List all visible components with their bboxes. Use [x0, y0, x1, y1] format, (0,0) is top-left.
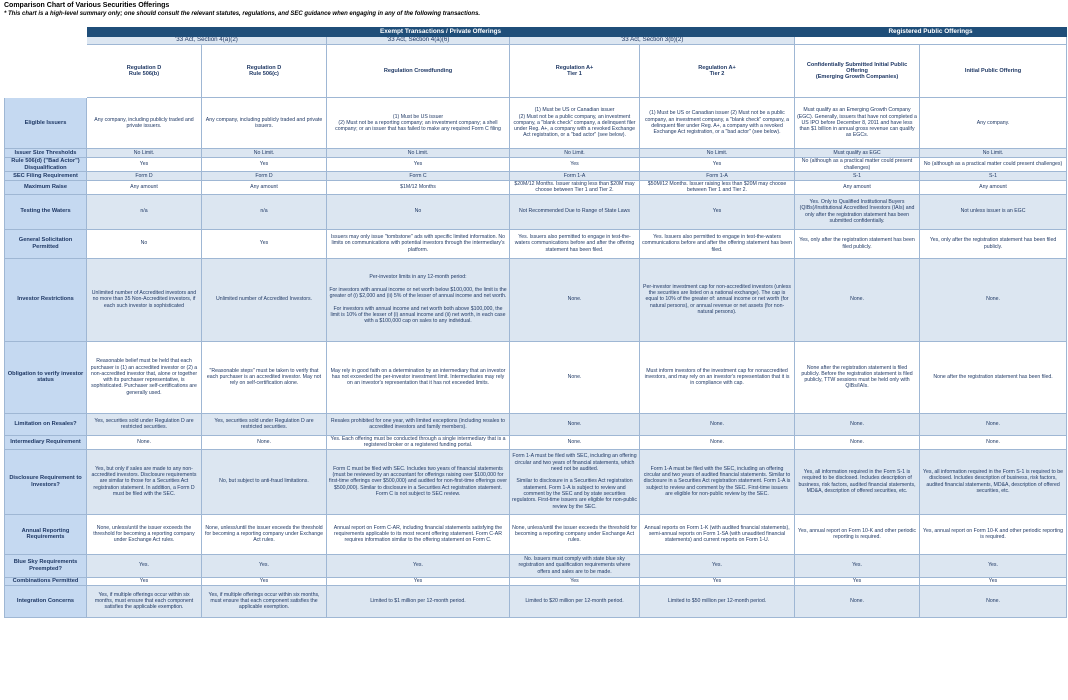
table-cell: Per-investor limits in any 12-month period: For investors with annual income or net worth below $100,000, the limit is the greater of (i) $2,000 and (ii) 5% of the lesser of annual income and net worth. For investors with annual income and net worth both above $100,000, the limit is 10% of the lesser of (i) annual income and (ii) net worth, in each case with a $100,000 cap on sales to any individual.: [327, 258, 510, 341]
table-cell: Yes, all information required in the Form S-1 is required to be disclosed. Includes description of business, risk factors, audited financial statements, MD&A, description of offered securities, etc.: [795, 449, 920, 514]
table-cell: Yes. Issuers also permitted to engage in test-the-waters communications before and after the offering statement has been filed.: [510, 229, 640, 258]
table-row: [5, 514, 1067, 554]
table-row: [5, 229, 1067, 258]
table-cell: None, unless/until the issuer exceeds the threshold for becoming a reporting company under Exchange Act rules.: [510, 514, 640, 554]
table-cell: No Limit.: [510, 149, 640, 158]
column-header-row: [5, 45, 1067, 98]
table-cell: Form 1-A must be filed with the SEC, including an offering circular and two years of audited financial statements. Similar to disclosure in a Securities Act registration statement. Form 1-A is subject to review and comment by the SEC. First-time issuers are eligible for non-public review by the SEC.: [640, 449, 795, 514]
table-cell: No Limit.: [920, 149, 1067, 158]
table-cell: None.: [510, 413, 640, 435]
table-cell: Reasonable belief must be held that each purchaser is (1) an accredited investor or (2) a non-accredited investor that, alone or together with its purchaser representative, is sophisticated. Purchaser self-certifications are generally used.: [87, 341, 202, 413]
table-cell: Limited to $50 million per 12-month period.: [640, 585, 795, 617]
row-label: Investor Restrictions: [5, 258, 87, 341]
table-cell: None.: [640, 435, 795, 449]
table-cell: Yes. Issuers also permitted to engage in test-the-waters communications before and after the offering statement has been filed.: [640, 229, 795, 258]
table-cell: Yes.: [202, 554, 327, 577]
table-cell: Yes: [640, 194, 795, 229]
table-cell: Must qualify as EGC: [795, 149, 920, 158]
table-row: [5, 149, 1067, 158]
table-cell: May rely in good faith on a determination by an intermediary that an investor has not exceeded the per-investor investment limit. Intermediaries may rely on an investor's representation that it has not exceeded limits.: [327, 341, 510, 413]
table-cell: (1) Must be US or Canadian issuer (2) Must not be a public company, an investment company, a "blank check" company, a delinquent filer under Reg. A+, a company with a revoked Exchange Act registration, or a "bad actor" (see below).: [640, 98, 795, 149]
table-cell: Any amount: [920, 181, 1067, 195]
table-cell: No Limit.: [327, 149, 510, 158]
table-row: [5, 449, 1067, 514]
table-cell: None.: [920, 413, 1067, 435]
table-cell: Yes: [510, 158, 640, 172]
table-cell: Yes: [202, 158, 327, 172]
table-cell: Yes.: [327, 554, 510, 577]
table-row: [5, 341, 1067, 413]
row-label: Disclosure Requirement to Investors?: [5, 449, 87, 514]
table-cell: Must qualify as an Emerging Growth Company (EGC). Generally, issuers that have not completed a US IPO before December 8, 2011 and have less than $1 billion in annual gross revenue can qualify as EGCs.: [795, 98, 920, 149]
table-cell: Yes.: [920, 554, 1067, 577]
table-cell: None.: [87, 435, 202, 449]
table-cell: Form D: [87, 172, 202, 181]
table-cell: Yes: [640, 577, 795, 585]
table-cell: None.: [795, 258, 920, 341]
table-cell: None.: [795, 585, 920, 617]
table-cell: Unlimited number of Accredited Investors.: [202, 258, 327, 341]
table-cell: Yes.: [795, 554, 920, 577]
table-cell: Any amount: [795, 181, 920, 195]
table-cell: n/a: [202, 194, 327, 229]
table-cell: Yes: [327, 158, 510, 172]
table-cell: None.: [510, 435, 640, 449]
table-row: [5, 577, 1067, 585]
table-cell: Any company, including publicly traded and private issuers.: [202, 98, 327, 149]
column-header: Regulation D Rule 506(c): [202, 45, 327, 98]
table-cell: Yes.: [87, 554, 202, 577]
table-cell: No Limit.: [640, 149, 795, 158]
table-cell: Any amount: [87, 181, 202, 195]
table-cell: None.: [202, 435, 327, 449]
table-cell: Not Recommended Due to Range of State Laws: [510, 194, 640, 229]
table-cell: Yes: [920, 577, 1067, 585]
table-cell: No Limit.: [87, 149, 202, 158]
section-3b2: '33 Act, Section 3(b)(2): [510, 37, 795, 45]
table-cell: S-1: [920, 172, 1067, 181]
table-cell: Not unless issuer is an EGC: [920, 194, 1067, 229]
row-label: Combinations Permitted: [5, 577, 87, 585]
table-cell: None.: [510, 341, 640, 413]
table-cell: Yes, only after the registration statement has been filed publicly.: [920, 229, 1067, 258]
disclaimer-note: * This chart is a high-level summary only; one should consult the relevant statutes, regulations, and SEC guidance when engaging in any of the following transactions.: [4, 11, 481, 17]
table-row: [5, 158, 1067, 172]
table-row: [5, 435, 1067, 449]
row-label: Limitation on Resales?: [5, 413, 87, 435]
column-header: Regulation D Rule 506(b): [87, 45, 202, 98]
table-cell: None after the registration statement has been filed.: [920, 341, 1067, 413]
column-header: Confidentially Submitted Initial Public Offering (Emerging Growth Companies): [795, 45, 920, 98]
table-row: [5, 181, 1067, 195]
table-cell: None.: [510, 258, 640, 341]
row-label: Testing the Waters: [5, 194, 87, 229]
table-cell: Yes: [795, 577, 920, 585]
table-cell: Form 1-A: [510, 172, 640, 181]
table-cell: Yes: [510, 577, 640, 585]
table-cell: Unlimited number of Accredited investors and no more than 35 Non-Accredited investors, if each such investor is sophisticated: [87, 258, 202, 341]
table-cell: Limited to $1 million per 12-month period.: [327, 585, 510, 617]
table-cell: None, unless/until the issuer exceeds the threshold for becoming a reporting company under Exchange Act rules.: [87, 514, 202, 554]
table-cell: No, but subject to anti-fraud limitations.: [202, 449, 327, 514]
table-cell: None.: [795, 413, 920, 435]
table-cell: $1M/12 Months: [327, 181, 510, 195]
table-cell: None, unless/until the issuer exceeds the threshold for becoming a reporting company under Exchange Act rules.: [202, 514, 327, 554]
table-cell: Form C must be filed with SEC. Includes two years of financial statements (must be reviewed by an accountant for offerings raising over $100,000 for first-time offerings over $500,000) and audited for non-first-time offerings over $500,000). Similar to disclosure in a Securities Act registration statement. Form C is not subject to SEC review.: [327, 449, 510, 514]
table-cell: Yes, but only if sales are made to any non-accredited investors. Disclosure requirements are similar to those for a Securities Act registration statement. In addition, a Form D must be filed with the SEC.: [87, 449, 202, 514]
row-label: Maximum Raise: [5, 181, 87, 195]
table-row: [5, 585, 1067, 617]
page-title: Comparison Chart of Various Securities Offerings: [4, 2, 170, 9]
table-cell: No. Issuers must comply with state blue sky registration and qualification requirements where offers and sales are to be made.: [510, 554, 640, 577]
table-cell: Any amount: [202, 181, 327, 195]
table-cell: None after the registration statement is filed publicly. Before the registration statement is filed publicly, TTW sessions must be held only with QIBs/IAIs.: [795, 341, 920, 413]
table-cell: Form C: [327, 172, 510, 181]
column-header: Regulation Crowdfunding: [327, 45, 510, 98]
table-cell: Yes: [327, 577, 510, 585]
table-cell: Any company.: [920, 98, 1067, 149]
table-cell: Yes, securities sold under Regulation D are restricted securities.: [202, 413, 327, 435]
table-cell: Yes, if multiple offerings occur within six months, must ensure that each component satisfies the applicable exemption.: [87, 585, 202, 617]
table-cell: No (although as a practical matter could present challenges): [795, 158, 920, 172]
table-cell: Form 1-A must be filed with SEC, including an offering circular and two years of financial statements, which need not be audited. Similar to disclosure in a Securities Act registration statement. Form 1-A is subject to review and comment by the SEC and by state securities regulators. First-time issuers are eligible for non-public review by the SEC.: [510, 449, 640, 514]
table-cell: Yes: [87, 577, 202, 585]
table-cell: None.: [640, 413, 795, 435]
table-cell: Yes, securities sold under Regulation D are restricted securities.: [87, 413, 202, 435]
table-cell: Yes, annual report on Form 10-K and other periodic reporting is required.: [920, 514, 1067, 554]
table-cell: $20M/12 Months. Issuer raising less than $20M may choose between Tier 1 and Tier 2.: [510, 181, 640, 195]
table-cell: Yes.: [640, 554, 795, 577]
row-label: Obligation to verify investor status: [5, 341, 87, 413]
row-label: Integration Concerns: [5, 585, 87, 617]
table-cell: No Limit.: [202, 149, 327, 158]
row-label: Intermediary Requirement: [5, 435, 87, 449]
table-cell: $50M/12 Months. Issuer raising less than $20M may choose between Tier 1 and Tier 2.: [640, 181, 795, 195]
table-cell: Annual reports on Form 1-K (with audited financial statements), semi-annual reports on Form 1-SA (with unaudited financial statements) and current reports on Form 1-U.: [640, 514, 795, 554]
table-cell: Resales prohibited for one year, with limited exceptions (including resales to accredited investors and family members).: [327, 413, 510, 435]
column-header: Regulation A+ Tier 2: [640, 45, 795, 98]
table-cell: Yes. Only to Qualified Institutional Buyers (QIBs)/Institutional Accredited Investors (IAIs) and only after the registration statement has been submitted confidentially.: [795, 194, 920, 229]
row-label: General Solicitation Permitted: [5, 229, 87, 258]
table-row: [5, 554, 1067, 577]
group-header-row: [5, 28, 1067, 37]
table-cell: None.: [920, 585, 1067, 617]
table-cell: (1) Must be US issuer (2) Must not be a reporting company; an investment company; a shell company; or an issuer that has failed to make any required Form C filing: [327, 98, 510, 149]
table-cell: Yes. Each offering must be conducted through a single intermediary that is a registered broker or a registered funding portal.: [327, 435, 510, 449]
section-4a6: '33 Act, Section 4(a)(6): [327, 37, 510, 45]
table-cell: Yes: [87, 158, 202, 172]
table-cell: "Reasonable steps" must be taken to verify that each purchaser is an accredited investor. May not rely on self-certification alone.: [202, 341, 327, 413]
table-cell: Yes, all information required in the Form S-1 is required to be disclosed. Includes description of business, risk factors, audited financial statements, MD&A, description of offered securities, etc.: [920, 449, 1067, 514]
table-cell: No: [327, 194, 510, 229]
table-cell: Form 1-A: [640, 172, 795, 181]
column-header: Initial Public Offering: [920, 45, 1067, 98]
table-cell: Yes, annual report on Form 10-K and other periodic reporting is required.: [795, 514, 920, 554]
row-label: SEC Filing Requirement: [5, 172, 87, 181]
row-label: Blue Sky Requirements Preempted?: [5, 554, 87, 577]
table-cell: Annual report on Form C-AR, including financial statements satisfying the requirements applicable to its most recent offering statement. Form C-AR requires information similar to the offering statement on Form C.: [327, 514, 510, 554]
table-cell: Yes, only after the registration statement has been filed publicly.: [795, 229, 920, 258]
table-cell: Yes: [640, 158, 795, 172]
table-cell: Issuers may only issue "tombstone" ads with specific limited information. No limits on communications with potential investors through the intermediary's platform.: [327, 229, 510, 258]
table-cell: Limited to $20 million per 12-month period.: [510, 585, 640, 617]
group-registered: Registered Public Offerings: [795, 28, 1067, 37]
row-label: Issuer Size Thresholds: [5, 149, 87, 158]
table-cell: Must inform investors of the investment cap for nonaccredited investors, and may rely on an investor's representation that it is in compliance with cap.: [640, 341, 795, 413]
section-4a2: '33 Act, Section 4(a)(2): [87, 37, 327, 45]
table-cell: Per-investor investment cap for non-accredited investors (unless the securities are listed on a national exchange). The cap is equal to 10% of the greater of: annual income or net worth (for natural persons), or annual revenue or net assets (for non-natural persons).: [640, 258, 795, 341]
table-cell: None.: [920, 435, 1067, 449]
row-label: Rule 506(d) ("Bad Actor") Disqualification: [5, 158, 87, 172]
table-cell: None.: [795, 435, 920, 449]
table-cell: n/a: [87, 194, 202, 229]
table-cell: Any company, including publicly traded and private issuers.: [87, 98, 202, 149]
table-cell: No (although as a practical matter could present challenges): [920, 158, 1067, 172]
section-header-row: [5, 37, 1067, 45]
table-cell: Yes: [202, 229, 327, 258]
table-cell: No: [87, 229, 202, 258]
table-cell: None.: [920, 258, 1067, 341]
row-label: Annual Reporting Requirements: [5, 514, 87, 554]
row-label: Eligible Issuers: [5, 98, 87, 149]
column-header: Regulation A+ Tier 1: [510, 45, 640, 98]
table-cell: Yes, if multiple offerings occur within six months, must ensure that each component satisfies the applicable exemption.: [202, 585, 327, 617]
comparison-table: [4, 27, 1067, 618]
table-cell: S-1: [795, 172, 920, 181]
table-cell: Yes: [202, 577, 327, 585]
table-row: [5, 194, 1067, 229]
table-row: [5, 413, 1067, 435]
table-cell: Form D: [202, 172, 327, 181]
table-cell: (1) Must be US or Canadian issuer (2) Must not be a public company, an investment company, a "blank check" company, a delinquent filer under Reg. A+, a company with a revoked Exchange Act registration, or a "bad actor" (see below).: [510, 98, 640, 149]
table-row: [5, 98, 1067, 149]
group-exempt: Exempt Transactions / Private Offerings: [87, 28, 795, 37]
table-row: [5, 172, 1067, 181]
table-row: [5, 258, 1067, 341]
